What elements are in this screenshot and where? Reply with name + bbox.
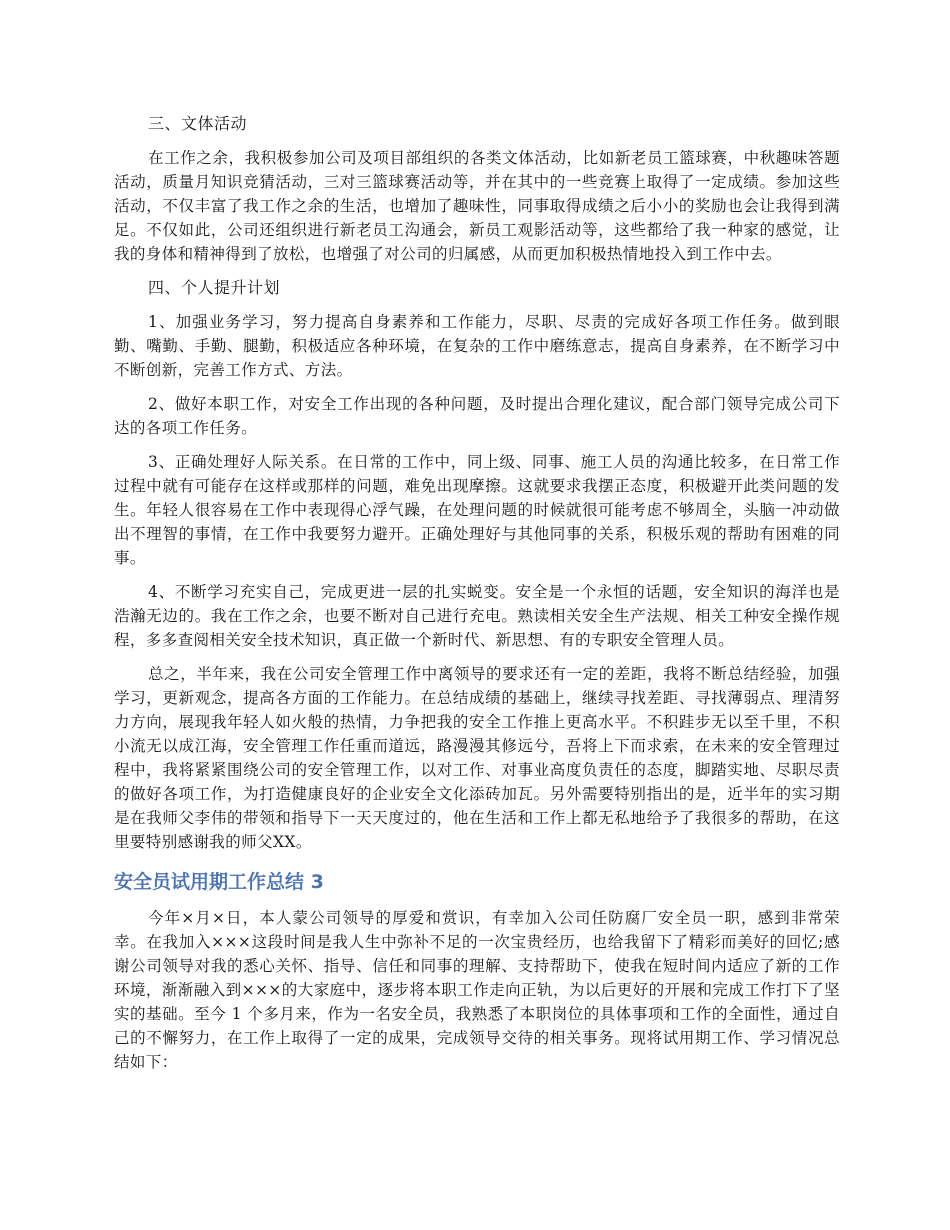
plan-item-4: 4、不断学习充实自己，完成更进一层的扎实蜕变。安全是一个永恒的话题，安全知识的海洋也是浩瀚无边的。我在工作之余，也要不断对自己进行充电。熟读相关安全生产法规、相关工种安全操作规程，多多查阅相关安全技术知识，真正做一个新时代、新思想、有的专职安全管理人员。	[114, 583, 840, 649]
plan-item-2: 2、做好本职工作，对安全工作出现的各种问题，及时提出合理化建议，配合部门领导完成公司下达的各项工作任务。	[114, 395, 840, 437]
paragraph-intro: 今年×月×日，本人蒙公司领导的厚爱和赏识，有幸加入公司任防腐厂安全员一职，感到非常荣幸。在我加入×××这段时间是我人生中弥补不足的一次宝贵经历，也给我留下了精彩而美好的回忆;感谢公司领导对我的悉心关怀、指导、信任和同事的理解、支持帮助下，使我在短时间内适应了新的工作环境，渐渐融入到×××的大家庭中，逐步将本职工作走向正轨，为以后更好的开展和完成工作打下了坚实的基础。至今 1 个多月来，作为一名安全员，我熟悉了本职岗位的具体事项和工作的全面性，通过自己的不懈努力，在工作上取得了一定的成果，完成领导交待的相关事务。现将试用期工作、学习情况总结如下：	[114, 909, 840, 1071]
document-page	[114, 112, 840, 1084]
section-heading-improvement-plan: 四、个人提升计划	[148, 278, 281, 297]
paragraph-culture-activities: 在工作之余，我积极参加公司及项目部组织的各类文体活动，比如新老员工篮球赛，中秋趣味答题活动，质量月知识竞猜活动，三对三篮球赛活动等，并在其中的一些竞赛上取得了一定成绩。参加这些活动，不仅丰富了我工作之余的生活，也增加了趣味性，同事取得成绩之后小小的奖励也会让我得到满足。不仅如此，公司还组织进行新老员工沟通会，新员工观影活动等，这些都给了我一种家的感觉，让我的身体和精神得到了放松，也增强了对公司的归属感，从而更加积极热情地投入到工作中去。	[114, 149, 840, 263]
document-section-title: 安全员试用期工作总结 3	[114, 871, 324, 893]
plan-item-3: 3、正确处理好人际关系。在日常的工作中，同上级、同事、施工人员的沟通比较多，在日常工作过程中就有可能存在这样或那样的问题，难免出现摩擦。这就要求我摆正态度，积极避开此类问题的发生。年轻人很容易在工作中表现得心浮气躁，在处理问题的时候就很可能考虑不够周全，头脑一冲动做出不理智的事情，在工作中我要努力避开。正确处理好与其他同事的关系，积极乐观的帮助有困难的同事。	[114, 453, 840, 567]
paragraph-conclusion: 总之，半年来，我在公司安全管理工作中离领导的要求还有一定的差距，我将不断总结经验，加强学习，更新观念，提高各方面的工作能力。在总结成绩的基础上，继续寻找差距、寻找薄弱点、理清努力方向，展现我年轻人如火般的热情，力争把我的安全工作推上更高水平。不积跬步无以至千里，不积小流无以成江海，安全管理工作任重而道远，路漫漫其修远兮，吾将上下而求索，在未来的安全管理过程中，我将紧紧围绕公司的安全管理工作，以对工作、对事业高度负责任的态度，脚踏实地、尽职尽责的做好各项工作，为打造健康良好的企业安全文化添砖加瓦。另外需要特别指出的是，近半年的实习期是在我师父李伟的带领和指导下一天天度过的，他在生活和工作上都无私地给予了我很多的帮助，在这里要特别感谢我的师父XX。	[114, 665, 840, 851]
plan-item-1: 1、加强业务学习，努力提高自身素养和工作能力，尽职、尽责的完成好各项工作任务。做到眼勤、嘴勤、手勤、腿勤，积极适应各种环境，在复杂的工作中磨练意志，提高自身素养，在不断学习中不断创新，完善工作方式、方法。	[114, 313, 840, 379]
section-heading-culture-activities: 三、文体活动	[148, 114, 248, 133]
